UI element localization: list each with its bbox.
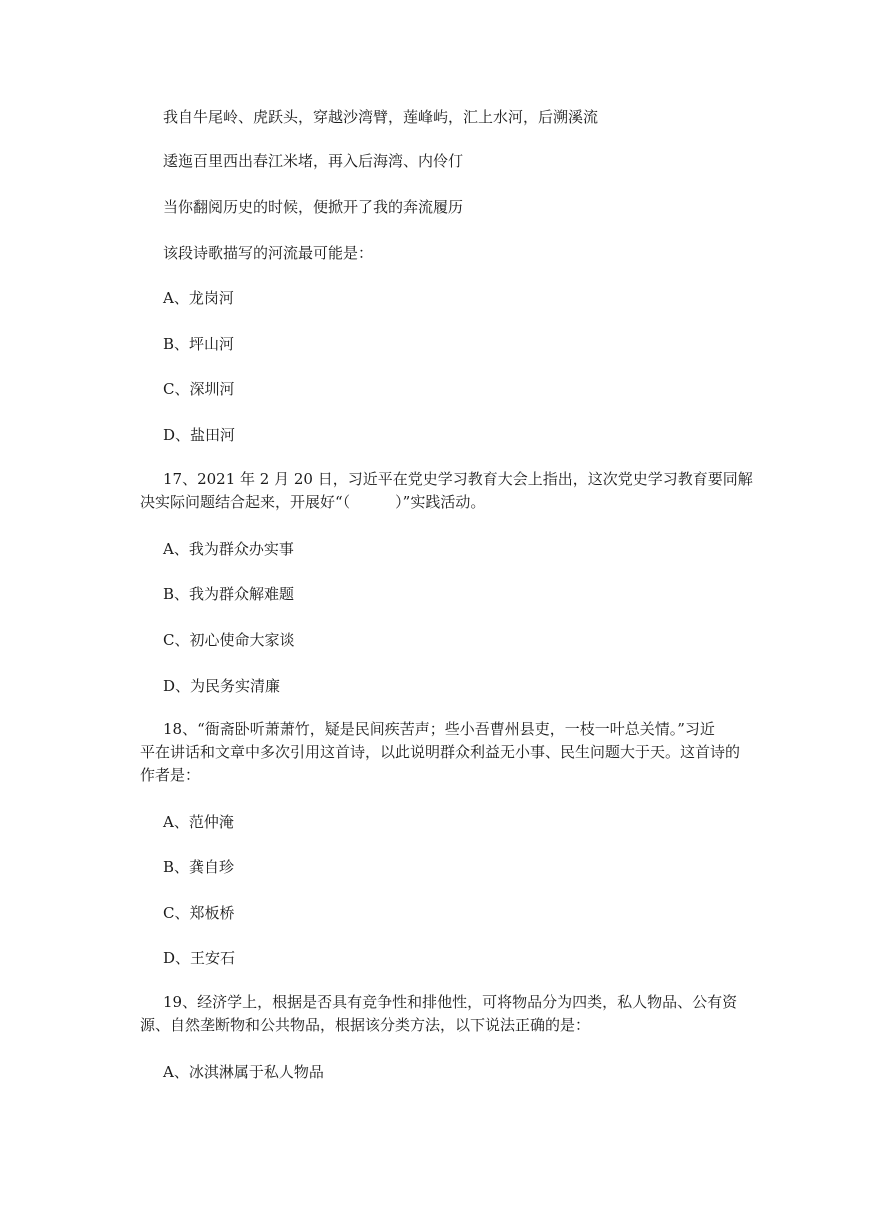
question-18-stem xyxy=(140,718,740,787)
poem-line-1: 我自牛尾岭、虎跃头，穿越沙湾臂，莲峰屿，汇上水河，后溯溪流 xyxy=(163,108,599,126)
question-17-option-d: D、为民务实清廉 xyxy=(163,677,281,695)
question-17-stem xyxy=(140,468,753,514)
poem-line-2: 逶迤百里西出春江米堵，再入后海湾、内伶仃 xyxy=(163,152,464,170)
question-16-stem: 该段诗歌描写的河流最可能是： xyxy=(163,244,374,262)
question-16-option-a: A、龙岗河 xyxy=(163,289,234,307)
question-18-option-d: D、王安石 xyxy=(163,949,236,967)
question-16-option-d: D、盐田河 xyxy=(163,426,236,444)
question-18-option-c: C、郑板桥 xyxy=(163,904,235,922)
question-19-stem-line-2: 源、自然垄断物和公共物品，根据该分类方法，以下说法正确的是： xyxy=(140,1016,591,1034)
question-18-stem-line-2: 平在讲话和文章中多次引用这首诗，以此说明群众利益无小事、民生问题大于天。这首诗的 xyxy=(140,743,741,761)
question-18-option-b: B、龚自珍 xyxy=(163,858,235,876)
question-17-option-a: A、我为群众办实事 xyxy=(163,540,294,558)
question-17-option-c: C、初心使命大家谈 xyxy=(163,631,295,649)
question-18-stem-line-3: 作者是： xyxy=(140,766,201,784)
question-18-option-a: A、范仲淹 xyxy=(163,813,234,831)
question-16-option-c: C、深圳河 xyxy=(163,380,235,398)
question-18-stem-line-1: 18、“衙斋卧听萧萧竹，疑是民间疾苦声；些小吾曹州县吏，一枝一叶总关情。”习近 xyxy=(163,720,715,738)
question-19-option-a: A、冰淇淋属于私人物品 xyxy=(163,1063,324,1081)
question-17-stem-line-1: 17、2021 年 2 月 20 日，习近平在党史学习教育大会上指出，这次党史学习教育要同解 xyxy=(163,470,753,488)
poem-line-3: 当你翻阅历史的时候，便掀开了我的奔流履历 xyxy=(163,198,464,216)
question-17-stem-line-2: 决实际问题结合起来，开展好“（ ）”实践活动。 xyxy=(140,493,486,511)
question-17-option-b: B、我为群众解难题 xyxy=(163,585,295,603)
question-16-option-b: B、坪山河 xyxy=(163,335,235,353)
question-19-stem-line-1: 19、经济学上，根据是否具有竞争性和排他性，可将物品分为四类，私人物品、公有资 xyxy=(163,993,738,1011)
question-19-stem xyxy=(140,991,740,1037)
